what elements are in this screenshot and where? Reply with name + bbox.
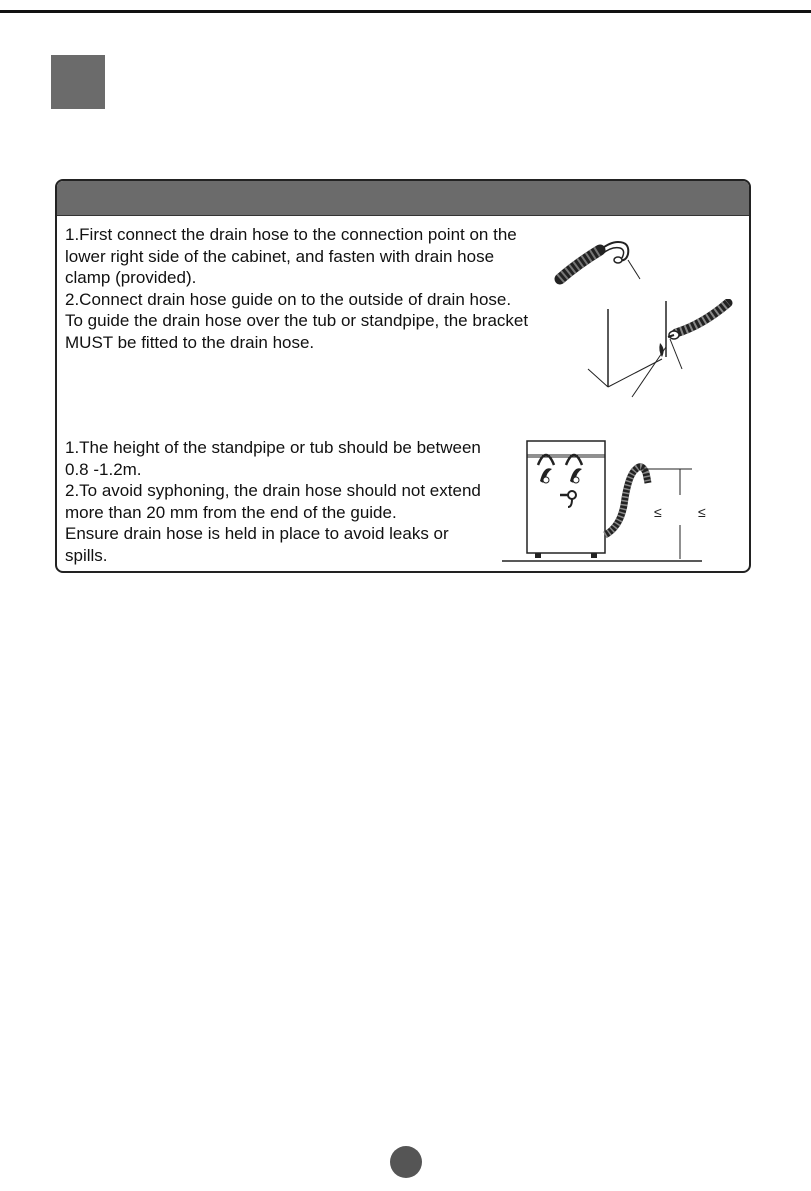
- instruction-line: spills.: [65, 545, 108, 565]
- instruction-line: 1.First connect the drain hose to the connection point on the: [65, 225, 517, 244]
- dimension-symbol-left: ≤: [654, 504, 662, 520]
- instruction-line: clamp (provided).: [65, 268, 197, 287]
- drain-hose-clamp-icon: [552, 224, 652, 294]
- instruction-line: 2.To avoid syphoning, the drain hose should not extend: [65, 481, 481, 500]
- drain-hose-panel: [55, 179, 751, 573]
- instruction-line: MUST be fitted to the drain hose.: [65, 332, 315, 352]
- page-number-dot: [390, 1146, 422, 1178]
- top-rule: [0, 10, 811, 13]
- connection-instructions: [65, 224, 528, 353]
- instruction-line: 2.Connect drain hose guide on to the outside of drain hose.: [65, 289, 512, 309]
- instruction-line: Ensure drain hose is held in place to avoid leaks or: [65, 524, 449, 543]
- instruction-line: 1.The height of the standpipe or tub should be between: [65, 438, 481, 457]
- cabinet-hose-guide-icon: [582, 299, 751, 399]
- panel-header-bar: [57, 181, 749, 216]
- washer-standpipe-icon: [502, 435, 722, 567]
- section-marker: [51, 55, 105, 109]
- instruction-line: To guide the drain hose over the tub or standpipe, the bracket: [65, 311, 529, 330]
- dimension-symbol-right: ≤: [698, 504, 706, 520]
- instruction-line: more than 20 mm from the end of the guide.: [65, 502, 397, 522]
- height-instructions: [65, 437, 481, 566]
- instruction-line: lower right side of the cabinet, and fasten with drain hose: [65, 246, 495, 266]
- instruction-line: 0.8 -1.2m.: [65, 459, 142, 479]
